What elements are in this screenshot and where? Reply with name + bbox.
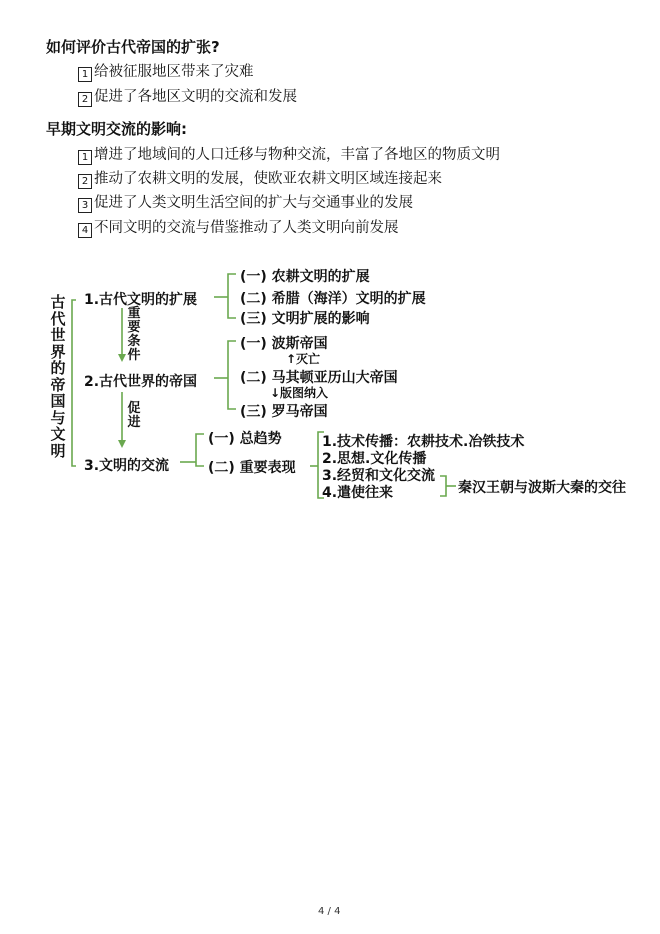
branch2-note-down: ↓版图纳入: [270, 386, 329, 400]
branch3-child: (二) 重要表现: [208, 460, 296, 476]
item-number: 1: [78, 67, 92, 82]
branch1-label: 1.古代文明的扩展: [84, 292, 198, 308]
link1-label: 重要条件: [127, 306, 141, 363]
link2-label: 促进: [127, 401, 141, 430]
item-number: 3: [78, 198, 92, 213]
impact-heading: 早期文明交流的影响:: [46, 120, 187, 138]
item-text: 促进了人类文明生活空间的扩大与交通事业的发展: [94, 195, 413, 211]
branch3-child: (一) 总趋势: [208, 431, 282, 447]
item-text: 给被征服地区带来了灾难: [94, 64, 254, 80]
item-number: 4: [78, 223, 92, 238]
detail-item: 3.经贸和文化交流: [322, 468, 436, 484]
mindmap-root-title: 古代世界的帝国与文明: [50, 293, 66, 460]
item-number: 2: [78, 92, 92, 107]
branch3-bracket: [196, 434, 204, 466]
example-bracket: [440, 476, 446, 496]
branch2-child: (一) 波斯帝国: [240, 336, 328, 352]
question-heading: 如何评价古代帝国的扩张?: [46, 38, 220, 56]
branch1-bracket: [228, 274, 236, 318]
branch2-child: (二) 马其顿亚历山大帝国: [240, 370, 398, 386]
item-number: 1: [78, 150, 92, 165]
branch1-child: (二) 希腊（海洋）文明的扩展: [240, 291, 426, 307]
page-number: 4 / 4: [318, 906, 341, 917]
branch1-child: (一) 农耕文明的扩展: [240, 269, 370, 285]
item-text: 促进了各地区文明的交流和发展: [94, 89, 297, 105]
item-number: 2: [78, 174, 92, 189]
arrow-head-1: [118, 354, 126, 362]
branch2-label: 2.古代世界的帝国: [84, 374, 198, 390]
branch2-note-up: ↑灭亡: [286, 352, 321, 366]
branch1-child: (三) 文明扩展的影响: [240, 311, 370, 327]
item-text: 推动了农耕文明的发展，使欧亚农耕文明区域连接起来: [94, 171, 442, 187]
root-bracket: [72, 300, 76, 466]
item-text: 增进了地域间的人口迁移与物种交流，丰富了各地区的物质文明: [94, 147, 500, 163]
branch2-bracket: [228, 341, 236, 409]
detail-item: 4.遣使往来: [322, 485, 394, 501]
item-text: 不同文明的交流与借鉴推动了人类文明向前发展: [94, 220, 399, 236]
branch2-child: (三) 罗马帝国: [240, 404, 328, 420]
arrow-head-2: [118, 440, 126, 448]
example-label: 秦汉王朝与波斯大秦的交往: [458, 480, 626, 496]
branch3-label: 3.文明的交流: [84, 458, 170, 474]
detail-item: 2.思想.文化传播: [322, 451, 427, 467]
detail-item: 1.技术传播：农耕技术.冶铁技术: [322, 434, 525, 450]
